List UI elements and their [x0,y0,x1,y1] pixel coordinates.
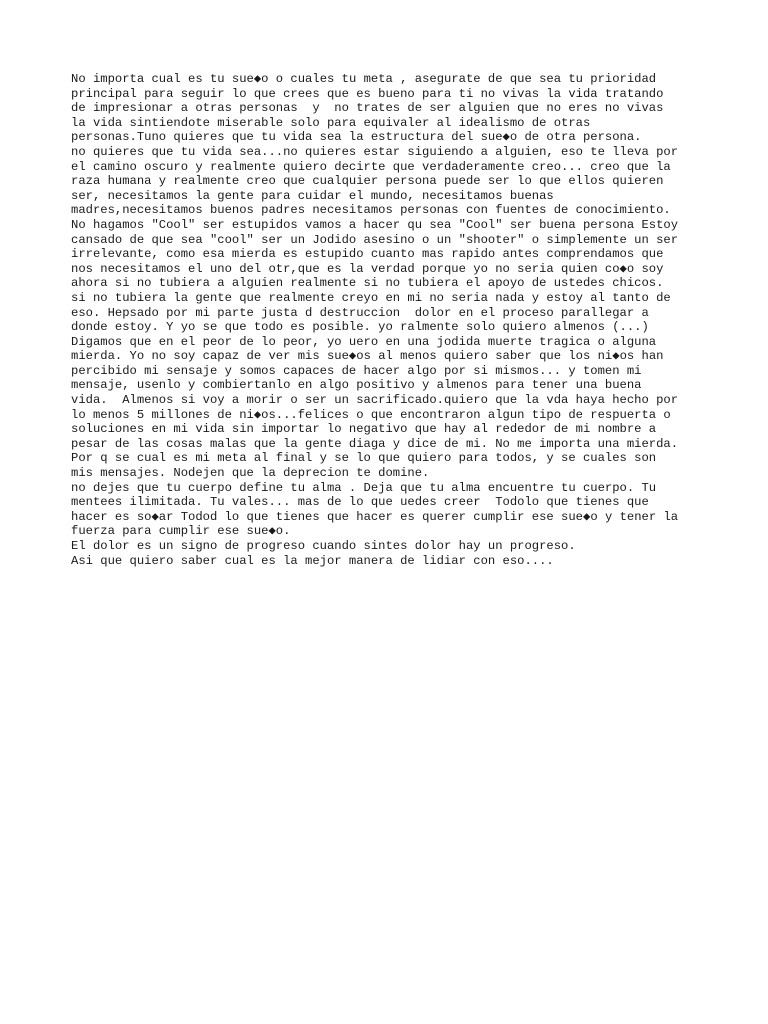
text-line: raza humana y realmente creo que cualquier persona puede ser lo que ellos quieren [71,174,664,189]
text-line: fuerza para cumplir ese sue◆o. [71,524,291,539]
text-line: nos necesitamos el uno del otr,que es la verdad porque yo no seria quien co◆o soy [71,261,664,276]
text-line: ahora si no tubiera a alguien realmente si no tubiera el apoyo de ustedes chicos. [71,276,664,291]
text-line: mensaje, usenlo y combiertanlo en algo positivo y almenos para tener una buena [71,378,642,393]
text-line: donde estoy. Y yo se que todo es posible. yo ralmente solo quiero almenos (...) [71,320,649,335]
text-line: de impresionar a otras personas y no trates de ser alguien que no eres no vivas [71,101,664,116]
document-body-text [71,72,711,568]
text-line: Asi que quiero saber cual es la mejor manera de lidiar con eso.... [71,553,554,568]
text-line: si no tubiera la gente que realmente creyo en mi no seria nada y estoy al tanto de [71,290,671,305]
text-line: no dejes que tu cuerpo define tu alma . Deja que tu alma encuentre tu cuerpo. Tu [71,480,657,495]
text-line: cansado de que sea "cool" ser un Jodido asesino o un "shooter" o simplemente un ser [71,232,679,247]
text-line: percibido mi sensaje y somos capaces de hacer algo por si mismos... y tomen mi [71,363,642,378]
text-line: Por q se cual es mi meta al final y se lo que quiero para todos, y se cuales son [71,451,657,466]
text-line: Digamos que en el peor de lo peor, yo uero en una jodida muerte tragica o alguna [71,334,657,349]
text-line: mentees ilimitada. Tu vales... mas de lo que uedes creer Todolo que tienes que [71,495,649,510]
text-line: madres,necesitamos buenos padres necesitamos personas con fuentes de conocimiento. [71,203,671,218]
text-line: irrelevante, como esa mierda es estupido cuanto mas rapido antes comprendamos que [71,247,664,262]
text-line: mierda. Yo no soy capaz de ver mis sue◆os al menos quiero saber que los ni◆os han [71,349,664,364]
text-line: El dolor es un signo de progreso cuando sintes dolor hay un progreso. [71,539,576,553]
text-line: lo menos 5 millones de ni◆os...felices o que encontraron algun tipo de respuerta o [71,407,671,422]
text-line: principal para seguir lo que crees que es bueno para ti no vivas la vida tratando [71,86,664,101]
text-line: vida. Almenos si voy a morir o ser un sacrificado.quiero que la vda haya hecho por [71,393,679,408]
text-line: hacer es so◆ar Todod lo que tienes que hacer es querer cumplir ese sue◆o y tener la [71,509,679,524]
text-line: personas.Tuno quieres que tu vida sea la estructura del sue◆o de otra persona. [71,130,642,145]
text-line: No importa cual es tu sue◆o o cuales tu meta , asegurate de que sea tu prioridad [71,72,657,86]
text-line: soluciones en mi vida sin importar lo negativo que hay al rededor de mi nombre a [71,422,657,437]
text-line: No hagamos "Cool" ser estupidos vamos a hacer qu sea "Cool" ser buena persona Estoy [71,217,679,232]
text-line: no quieres que tu vida sea...no quieres estar siguiendo a alguien, eso te lleva por [71,144,679,159]
text-line: la vida sintiendote miserable solo para equivaler al idealismo de otras [71,115,591,130]
text-line: el camino oscuro y realmente quiero decirte que verdaderamente creo... creo que la [71,159,671,174]
text-line: pesar de las cosas malas que la gente diaga y dice de mi. No me importa una mierda. [71,436,679,451]
text-line: mis mensajes. Nodejen que la deprecion te domine. [71,466,430,481]
text-line: eso. Hepsado por mi parte justa d destruccion dolor en el proceso parallegar a [71,305,649,320]
text-line: ser, necesitamos la gente para cuidar el mundo, necesitamos buenas [71,188,554,203]
